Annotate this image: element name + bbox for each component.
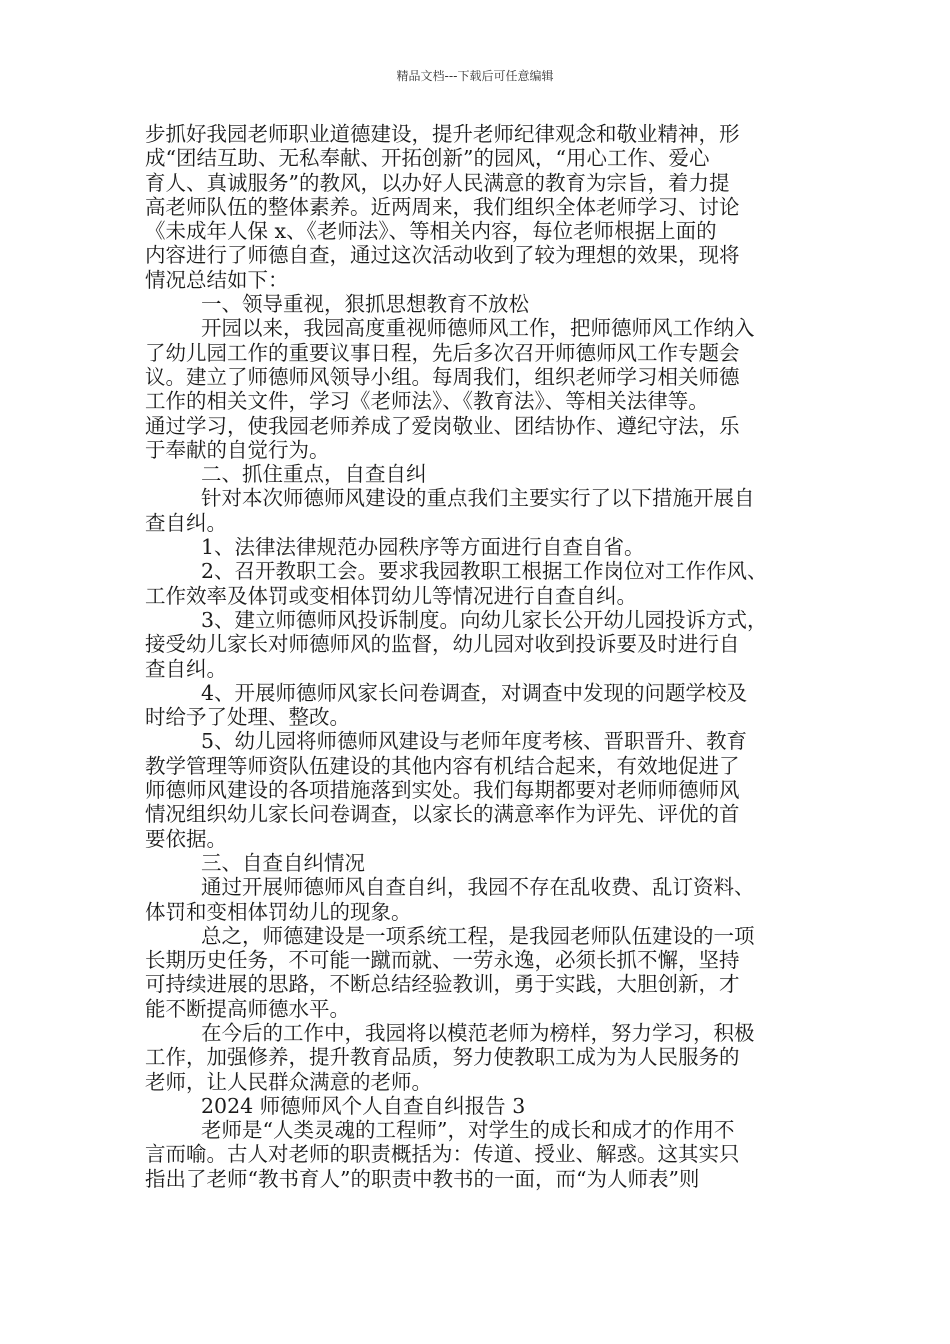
text-line: 体罚和变相体罚幼儿的现象。 <box>145 899 412 924</box>
text-line: 高老师队伍的整体素养。近两周来，我们组织全体老师学习、讨论 <box>145 194 740 219</box>
text-line: 情况总结如下： <box>145 267 289 292</box>
text-line: 步抓好我园老师职业道德建设，提升老师纪律观念和敬业精神，形 <box>145 122 740 146</box>
text-line: 查自纠。 <box>145 656 227 681</box>
text-line: 三、自查自纠情况 <box>201 850 365 875</box>
text-line: 在今后的工作中，我园将以模范老师为榜样，努力学习，积极 <box>201 1020 755 1045</box>
text-line: 情况组织幼儿家长问卷调查，以家长的满意率作为评先、评优的首 <box>145 802 740 827</box>
text-line: 能不断提高师德水平。 <box>145 996 350 1021</box>
text-line: 可持续进展的思路，不断总结经验教训，勇于实践，大胆创新，才 <box>145 972 740 997</box>
text-line: 2、召开教职工会。要求我园教职工根据工作岗位对工作作风、 <box>201 559 768 584</box>
text-line: 工作，加强修养，提升教育品质，努力使教职工成为为人民服务的 <box>145 1045 740 1070</box>
text-line: 通过开展师德师风自查自纠，我园不存在乱收费、乱订资料、 <box>201 875 755 900</box>
text-line: 接受幼儿家长对师德师风的监督，幼儿园对收到投诉要及时进行自 <box>145 632 740 657</box>
text-line: 成“团结互助、无私奉献、开拓创新”的园风，“用心工作、爱心 <box>145 146 710 171</box>
text-line: 教学管理等师资队伍建设的其他内容有机结合起来，有效地促进了 <box>145 753 740 778</box>
text-line: 了幼儿园工作的重要议事日程，先后多次召开师德师风工作专题会 <box>145 340 740 365</box>
text-line: 要依据。 <box>145 826 227 851</box>
text-line: 老师，让人民群众满意的老师。 <box>145 1069 432 1094</box>
text-line: 二、抓住重点，自查自纠 <box>201 462 427 487</box>
text-line: 时给予了处理、整改。 <box>145 705 350 730</box>
text-line: 老师是“人类灵魂的工程师”，对学生的成长和成才的作用不 <box>201 1118 735 1143</box>
text-line: 内容进行了师德自查，通过这次活动收到了较为理想的效果，现将 <box>145 243 740 268</box>
text-line: 3、建立师德师风投诉制度。向幼儿家长公开幼儿园投诉方式， <box>201 607 768 632</box>
text-line: 4、开展师德师风家长问卷调查，对调查中发现的问题学校及 <box>201 680 748 705</box>
text-line: 一、领导重视，狠抓思想教育不放松 <box>201 292 529 317</box>
text-line: 言而喻。古人对老师的职责概括为：传道、授业、解惑。这其实只 <box>145 1142 740 1167</box>
text-line: 议。建立了师德师风领导小组。每周我们，组织老师学习相关师德 <box>145 364 740 389</box>
text-line: 于奉献的自觉行为。 <box>145 437 330 462</box>
text-line: 1、法律法律规范办园秩序等方面进行自查自省。 <box>201 535 645 560</box>
text-line: 5、幼儿园将师德师风建设与老师年度考核、晋职晋升、教育 <box>201 729 748 754</box>
text-line: 总之，师德建设是一项系统工程，是我园老师队伍建设的一项 <box>201 923 755 948</box>
text-line: 通过学习，使我园老师养成了爱岗敬业、团结协作、遵纪守法，乐 <box>145 413 740 438</box>
text-line: 育人、真诚服务”的教风，以办好人民满意的教育为宗旨，着力提 <box>145 170 730 195</box>
text-line: 师德师风建设的各项措施落到实处。我们每期都要对老师师德师风 <box>145 778 740 803</box>
text-line: 《未成年人保 x、《老师法》、等相关内容，每位老师根据上面的 <box>145 219 717 244</box>
text-line: 开园以来，我园高度重视师德师风工作，把师德师风工作纳入 <box>201 316 755 341</box>
text-line: 工作的相关文件，学习《老师法》、《教育法》、等相关法律等。 <box>145 389 709 414</box>
text-line: 2024 师德师风个人自查自纠报告 3 <box>201 1093 526 1118</box>
text-line: 查自纠。 <box>145 510 227 535</box>
text-line: 针对本次师德师风建设的重点我们主要实行了以下措施开展自 <box>201 486 755 511</box>
page-header: 精品文档---下载后可任意编辑 <box>396 69 554 83</box>
text-line: 指出了老师“教书育人”的职责中教书的一面，而“为人师表”则 <box>145 1166 700 1191</box>
text-line: 长期历史任务，不可能一蹴而就、一劳永逸，必须长抓不懈，坚持 <box>145 948 740 973</box>
document-body <box>145 122 813 1191</box>
text-line: 工作效率及体罚或变相体罚幼儿等情况进行自查自纠。 <box>145 583 637 608</box>
